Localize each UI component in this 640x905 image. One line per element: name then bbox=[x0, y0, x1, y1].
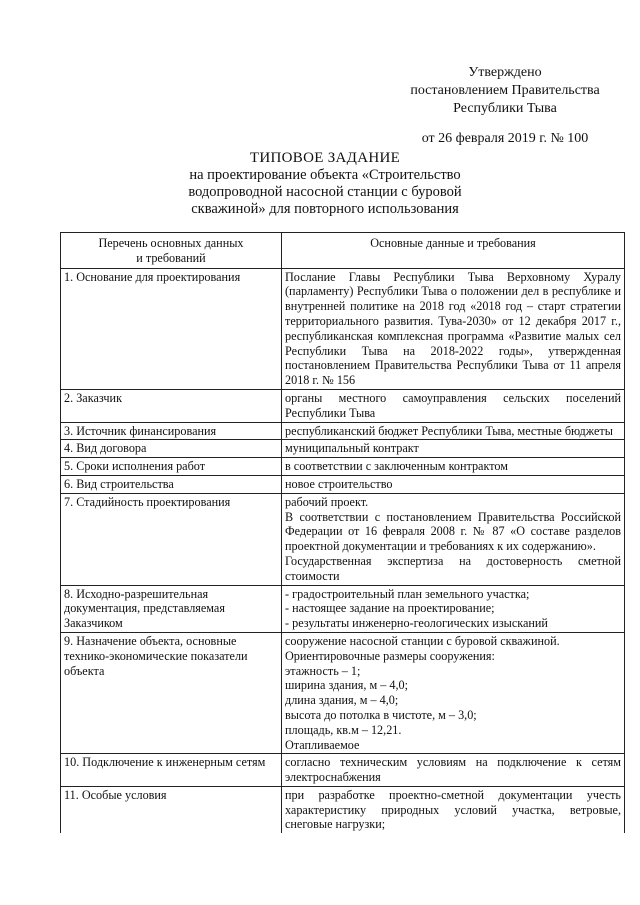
document-title: ТИПОВОЕ ЗАДАНИЕ bbox=[249, 150, 401, 166]
table-header-row bbox=[61, 233, 625, 269]
row-label: 6. Вид строительства bbox=[61, 475, 282, 493]
row-value-line: Государственная экспертиза на достоверность сметной стоимости bbox=[285, 553, 621, 583]
row-label: 2. Заказчик bbox=[61, 389, 282, 422]
row-label: 10. Подключение к инженерным сетям bbox=[61, 754, 282, 787]
document-subtitle-line-3: скважиной» для повторного использования bbox=[191, 201, 459, 217]
row-value bbox=[282, 475, 625, 493]
header-col-1 bbox=[61, 233, 282, 269]
row-value-line: Послание Главы Республики Тыва Верховному Хуралу (парламенту) Республики Тыва о положении дел в республике и внутренней политике на 2018 год «2018 год – старт стратегии территориального развития. Тува-2030» от 12 декабря 2017 г., республиканская комплексная программа «Развитие малых сел Республики Тыва на 2018-2022 годы», утвержденная постановлением Правительства Республики Тыва от 11 апреля 2018 г. № 156 bbox=[285, 269, 621, 388]
row-value-line: при разработке проектно-сметной документации учесть характеристику природных условий участка, ветровые, снеговые нагрузки; bbox=[285, 787, 621, 832]
document-subtitle-line-2: водопроводной насосной станции с буровой bbox=[188, 184, 462, 200]
table-row bbox=[61, 475, 625, 493]
row-value bbox=[282, 389, 625, 422]
row-value-line: площадь, кв.м – 12,21. bbox=[285, 722, 402, 737]
row-value-line: рабочий проект. bbox=[285, 494, 369, 509]
row-value bbox=[282, 632, 625, 753]
row-value bbox=[282, 585, 625, 632]
row-label: 3. Источник финансирования bbox=[61, 422, 282, 440]
row-label: 5. Сроки исполнения работ bbox=[61, 458, 282, 476]
document-subtitle-line-1: на проектирование объекта «Строительство bbox=[189, 167, 461, 183]
row-label: 11. Особые условия bbox=[61, 786, 282, 833]
row-value-line: длина здания, м – 4,0; bbox=[285, 693, 399, 708]
row-value-line: сооружение насосной станции с буровой скважиной. bbox=[285, 633, 560, 648]
row-value bbox=[282, 493, 625, 585]
approval-line-3: Республики Тыва bbox=[453, 101, 557, 116]
requirements-table bbox=[60, 232, 625, 833]
document-title-block bbox=[150, 150, 500, 218]
row-value-line: - градостроительный план земельного участка; bbox=[285, 586, 530, 601]
header-col-1-line-1: Перечень основных данных bbox=[98, 236, 244, 250]
table-row bbox=[61, 632, 625, 753]
row-value-line: Ориентировочные размеры сооружения: bbox=[285, 648, 495, 663]
row-value bbox=[282, 458, 625, 476]
row-value bbox=[282, 268, 625, 389]
table-row bbox=[61, 493, 625, 585]
row-value-line: высота до потолка в чистоте, м – 3,0; bbox=[285, 707, 477, 722]
table-row bbox=[61, 422, 625, 440]
row-value bbox=[282, 422, 625, 440]
table-row bbox=[61, 754, 625, 787]
row-label: 1. Основание для проектирования bbox=[61, 268, 282, 389]
row-value-line: этажность – 1; bbox=[285, 663, 361, 678]
table-row bbox=[61, 786, 625, 833]
header-col-1-line-2: и требований bbox=[136, 250, 206, 265]
row-label: 4. Вид договора bbox=[61, 440, 282, 458]
approval-line-2: постановлением Правительства bbox=[410, 83, 600, 98]
header-col-2: Основные данные и требования bbox=[282, 233, 625, 269]
row-value bbox=[282, 440, 625, 458]
table-row bbox=[61, 440, 625, 458]
row-value bbox=[282, 786, 625, 833]
row-value-line: органы местного самоуправления сельских поселений Республики Тыва bbox=[285, 390, 621, 420]
row-value-line: В соответствии с постановлением Правительства Российской Федерации от 16 февраля 2008 г. № 87 «О составе разделов проектной документации и требованиях к их содержанию». bbox=[285, 509, 621, 554]
row-value-line: в соответствии с заключенным контрактом bbox=[285, 459, 508, 474]
row-value-line: ширина здания, м – 4,0; bbox=[285, 678, 408, 693]
row-label: 9. Назначение объекта, основные технико-экономические показатели объекта bbox=[61, 632, 282, 753]
table-row bbox=[61, 585, 625, 632]
row-value-line: - настоящее задание на проектирование; bbox=[285, 601, 495, 616]
row-value-line: Отапливаемое bbox=[285, 737, 360, 752]
approval-line-1: Утверждено bbox=[468, 65, 542, 80]
table-row bbox=[61, 268, 625, 389]
table-row bbox=[61, 458, 625, 476]
table-row bbox=[61, 389, 625, 422]
row-label: 8. Исходно-разрешительная документация, представляемая Заказчиком bbox=[61, 585, 282, 632]
row-value-line: согласно техническим условиям на подключение к сетям электроснабжения bbox=[285, 755, 621, 785]
row-value bbox=[282, 754, 625, 787]
row-value-line: - результаты инженерно-геологических изысканий bbox=[285, 616, 548, 631]
row-value-line: новое строительство bbox=[285, 476, 393, 491]
approval-date: от 26 февраля 2019 г. № 100 bbox=[421, 131, 589, 146]
approval-block bbox=[395, 64, 615, 148]
row-label: 7. Стадийность проектирования bbox=[61, 493, 282, 585]
row-value-line: муниципальный контракт bbox=[285, 441, 419, 456]
row-value-line: республиканский бюджет Республики Тыва, местные бюджеты bbox=[285, 423, 613, 438]
